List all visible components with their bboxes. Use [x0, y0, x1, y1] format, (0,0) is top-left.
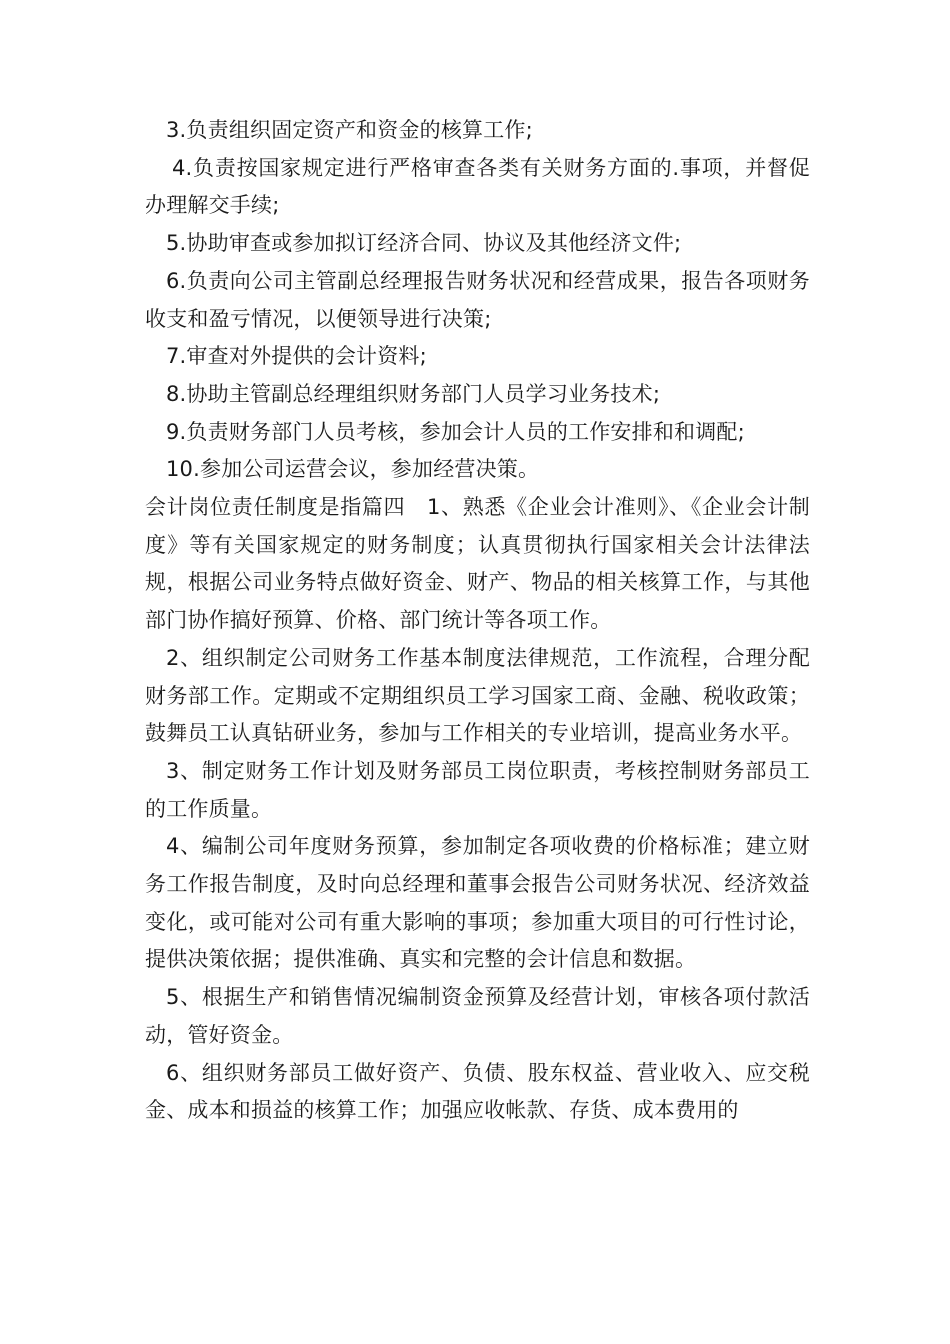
section-four-item-3: 3、制定财务工作计划及财务部员工岗位职责，考核控制财务部员工的工作质量。 — [145, 758, 810, 821]
paragraph-item-4: 4.负责按国家规定进行严格审查各类有关财务方面的.事项，并督促办理解交手续; — [145, 155, 810, 218]
paragraph-item-5: 5.协助审查或参加拟订经济合同、协议及其他经济文件; — [166, 231, 682, 256]
section-four-item-6: 6、组织财务部员工做好资产、负债、股东权益、营业收入、应交税金、成本和损益的核算工作；加强应收帐款、存货、成本费用的 — [145, 1060, 810, 1123]
section-four-item-4: 4、编制公司年度财务预算，参加制定各项收费的价格标准；建立财务工作报告制度，及时向总经理和董事会报告公司财务状况、经济效益变化，或可能对公司有重大影响的事项；参加重大项目的可行性讨论，提供决策依据；提供准确、真实和完整的会计信息和数据。 — [145, 834, 810, 972]
document-body — [145, 112, 810, 1130]
section-four-intro: 会计岗位责任制度是指篇四 1、熟悉《企业会计准则》、《企业会计制度》等有关国家规定的财务制度；认真贯彻执行国家相关会计法律法规，根据公司业务特点做好资金、财产、物品的相关核算工作，与其他部门协作搞好预算、价格、部门统计等各项工作。 — [145, 495, 810, 633]
paragraph-item-7: 7.审查对外提供的会计资料; — [166, 344, 427, 369]
paragraph-item-10: 10.参加公司运营会议，参加经营决策。 — [166, 457, 540, 482]
paragraph-item-6: 6.负责向公司主管副总经理报告财务状况和经营成果，报告各项财务收支和盈亏情况，以便领导进行决策; — [145, 268, 810, 331]
paragraph-item-3: 3.负责组织固定资产和资金的核算工作; — [166, 118, 533, 142]
paragraph-item-9: 9.负责财务部门人员考核，参加会计人员的工作安排和和调配; — [166, 419, 745, 444]
paragraph-item-8: 8.协助主管副总经理组织财务部门人员学习业务技术; — [166, 381, 661, 406]
section-four-item-2: 2、组织制定公司财务工作基本制度法律规范，工作流程，合理分配财务部工作。定期或不定期组织员工学习国家工商、金融、税收政策；鼓舞员工认真钻研业务，参加与工作相关的专业培训，提高业务水平。 — [145, 645, 810, 746]
section-four-item-5: 5、根据生产和销售情况编制资金预算及经营计划，审核各项付款活动，管好资金。 — [145, 985, 810, 1047]
